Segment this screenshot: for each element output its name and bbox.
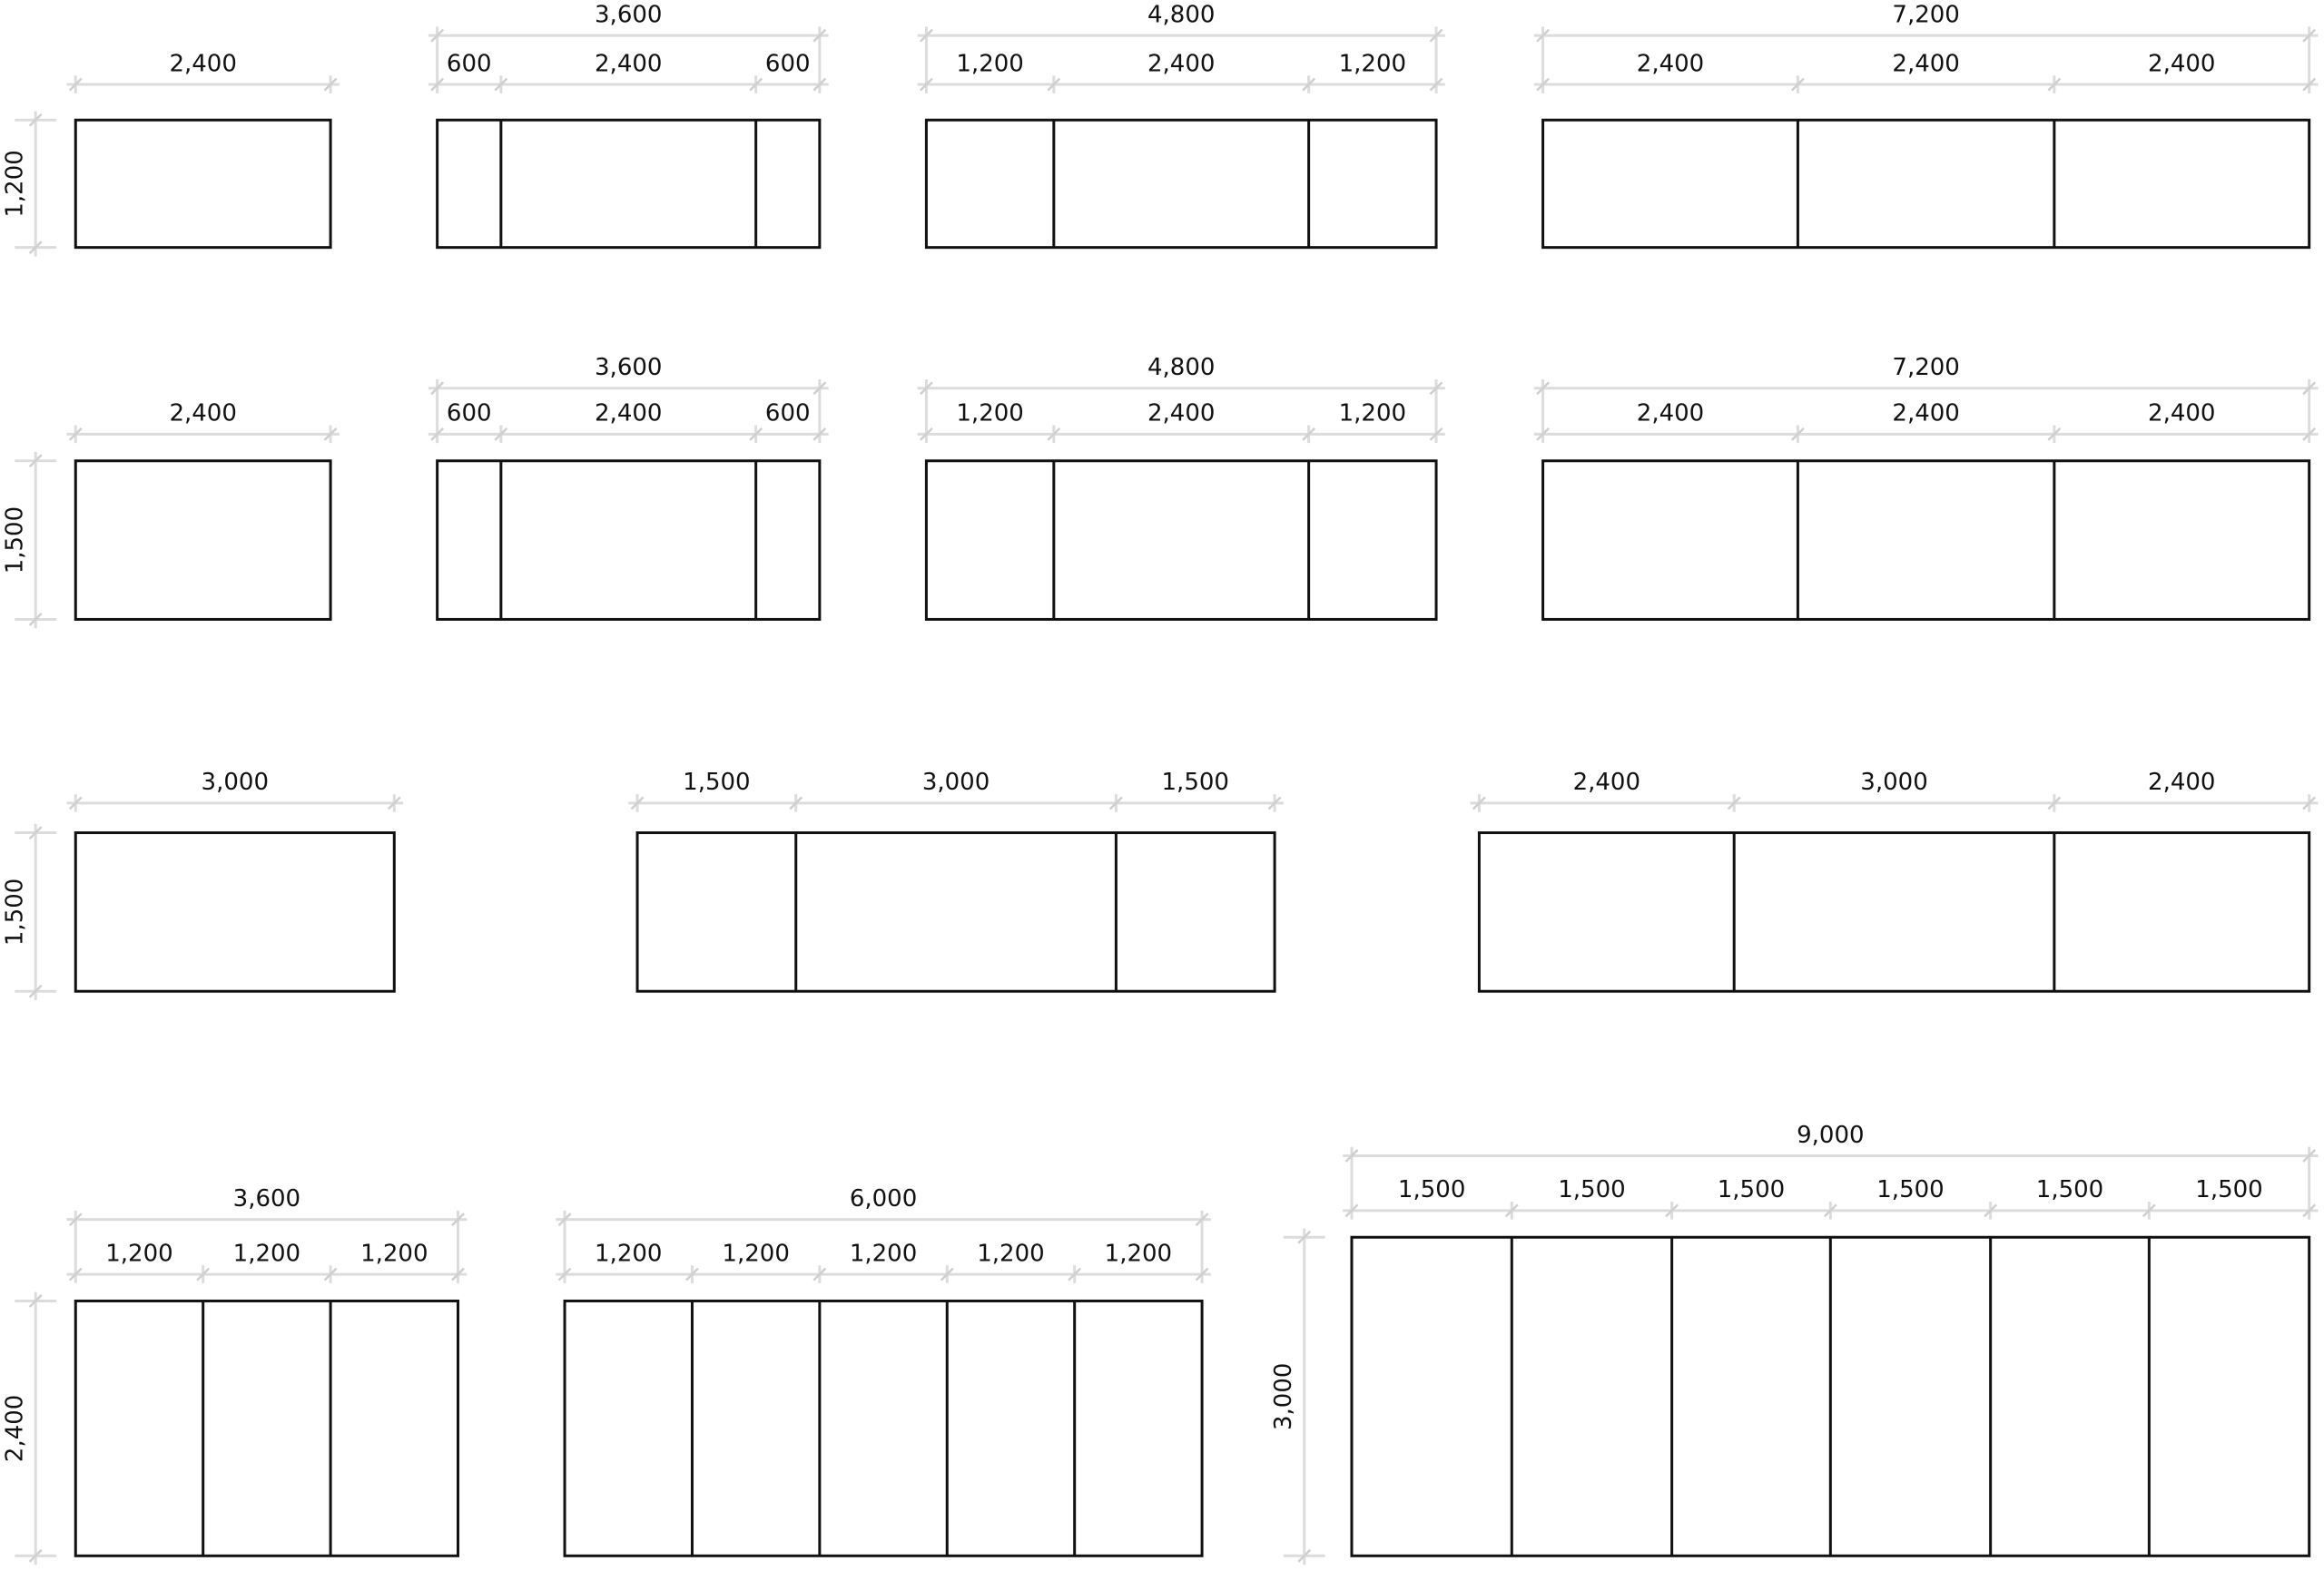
total-width-label: 6,000 [849,1184,918,1213]
segment-width-label: 600 [764,399,811,427]
segment-width-label: 1,200 [105,1240,173,1268]
panel-group-r1g3 [918,1,1445,247]
panel-outline [75,461,330,620]
segment-width-label: 2,400 [595,399,663,427]
segment-width-label: 1,500 [1397,1176,1466,1204]
panel-outline [1543,120,2309,247]
panel-group-r3g3 [1471,769,2319,991]
segment-width-label: 2,400 [1636,399,1705,427]
segment-width-label: 1,500 [1161,769,1229,797]
segment-width-label: 1,500 [1717,1176,1786,1204]
panel-height-label: 1,500 [1,506,29,574]
segment-width-label: 2,400 [1636,50,1705,78]
panel-group-r2g2 [428,354,829,619]
panel-outline [438,120,820,247]
segment-width-label: 1,200 [722,1240,790,1268]
panel-group-r1g2 [428,1,829,247]
panel-height-label: 3,000 [1270,1362,1298,1430]
segment-width-label: 3,000 [1860,769,1928,797]
panel-height-label: 2,400 [1,1394,29,1463]
segment-width-label: 2,400 [1572,769,1641,797]
panel-outline [1543,461,2309,620]
segment-width-label: 3,000 [921,769,990,797]
panel-group-r2g1 [1,400,339,629]
panel-group-r4g2 [556,1185,1211,1556]
panel-group-r3g2 [628,769,1284,991]
segment-width-label: 2,400 [2148,399,2216,427]
segment-width-label: 1,500 [683,769,751,797]
segment-width-label: 2,400 [169,50,237,78]
segment-width-label: 600 [764,50,811,78]
total-width-label: 7,200 [1892,354,1960,382]
total-width-label: 3,600 [595,1,663,29]
total-width-label: 7,200 [1892,1,1960,29]
panel-outline [565,1301,1202,1556]
panel-outline [637,833,1275,992]
segment-width-label: 2,400 [1147,50,1216,78]
panel-group-r2g3 [918,354,1445,619]
segment-width-label: 2,400 [595,50,663,78]
segment-width-label: 1,200 [360,1240,428,1268]
panel-outline [1479,833,2309,992]
segment-width-label: 1,200 [1338,50,1407,78]
segment-width-label: 1,200 [1104,1240,1173,1268]
total-width-label: 4,800 [1147,354,1216,382]
panel-height-label: 1,500 [1,878,29,947]
segment-width-label: 600 [446,399,492,427]
segment-width-label: 600 [446,50,492,78]
panel-group-r4g1 [1,1185,467,1565]
segment-width-label: 3,000 [201,769,269,797]
segment-width-label: 2,400 [1147,399,1216,427]
segment-width-label: 1,500 [2035,1176,2104,1204]
panel-outline [438,461,820,620]
segment-width-label: 2,400 [2148,769,2216,797]
segment-width-label: 2,400 [1892,50,1960,78]
panel-height-label: 1,200 [1,150,29,218]
panel-outline [926,120,1436,247]
panel-group-r1g1 [1,50,339,256]
panel-outline [75,833,394,992]
segment-width-label: 1,500 [2195,1176,2263,1204]
total-width-label: 3,600 [595,354,663,382]
segment-width-label: 1,500 [1876,1176,1945,1204]
segment-width-label: 1,200 [232,1240,301,1268]
segment-width-label: 2,400 [169,399,237,427]
segment-width-label: 1,200 [595,1240,663,1268]
panel-group-r1g4 [1534,1,2319,247]
total-width-label: 9,000 [1797,1121,1865,1149]
panel-group-r2g4 [1534,354,2319,619]
segment-width-label: 1,200 [1338,399,1407,427]
panel-outline [75,120,330,247]
segment-width-label: 1,200 [956,399,1024,427]
total-width-label: 3,600 [232,1184,301,1213]
segment-width-label: 1,500 [1558,1176,1626,1204]
panel-outline [926,461,1436,620]
panel-outline [75,1301,458,1556]
segment-width-label: 2,400 [2148,50,2216,78]
panel-group-r3g1 [1,769,403,1000]
panel-group-r4g3 [1270,1122,2318,1565]
segment-width-label: 2,400 [1892,399,1960,427]
segment-width-label: 1,200 [849,1240,918,1268]
segment-width-label: 1,200 [977,1240,1045,1268]
segment-width-label: 1,200 [956,50,1024,78]
total-width-label: 4,800 [1147,1,1216,29]
